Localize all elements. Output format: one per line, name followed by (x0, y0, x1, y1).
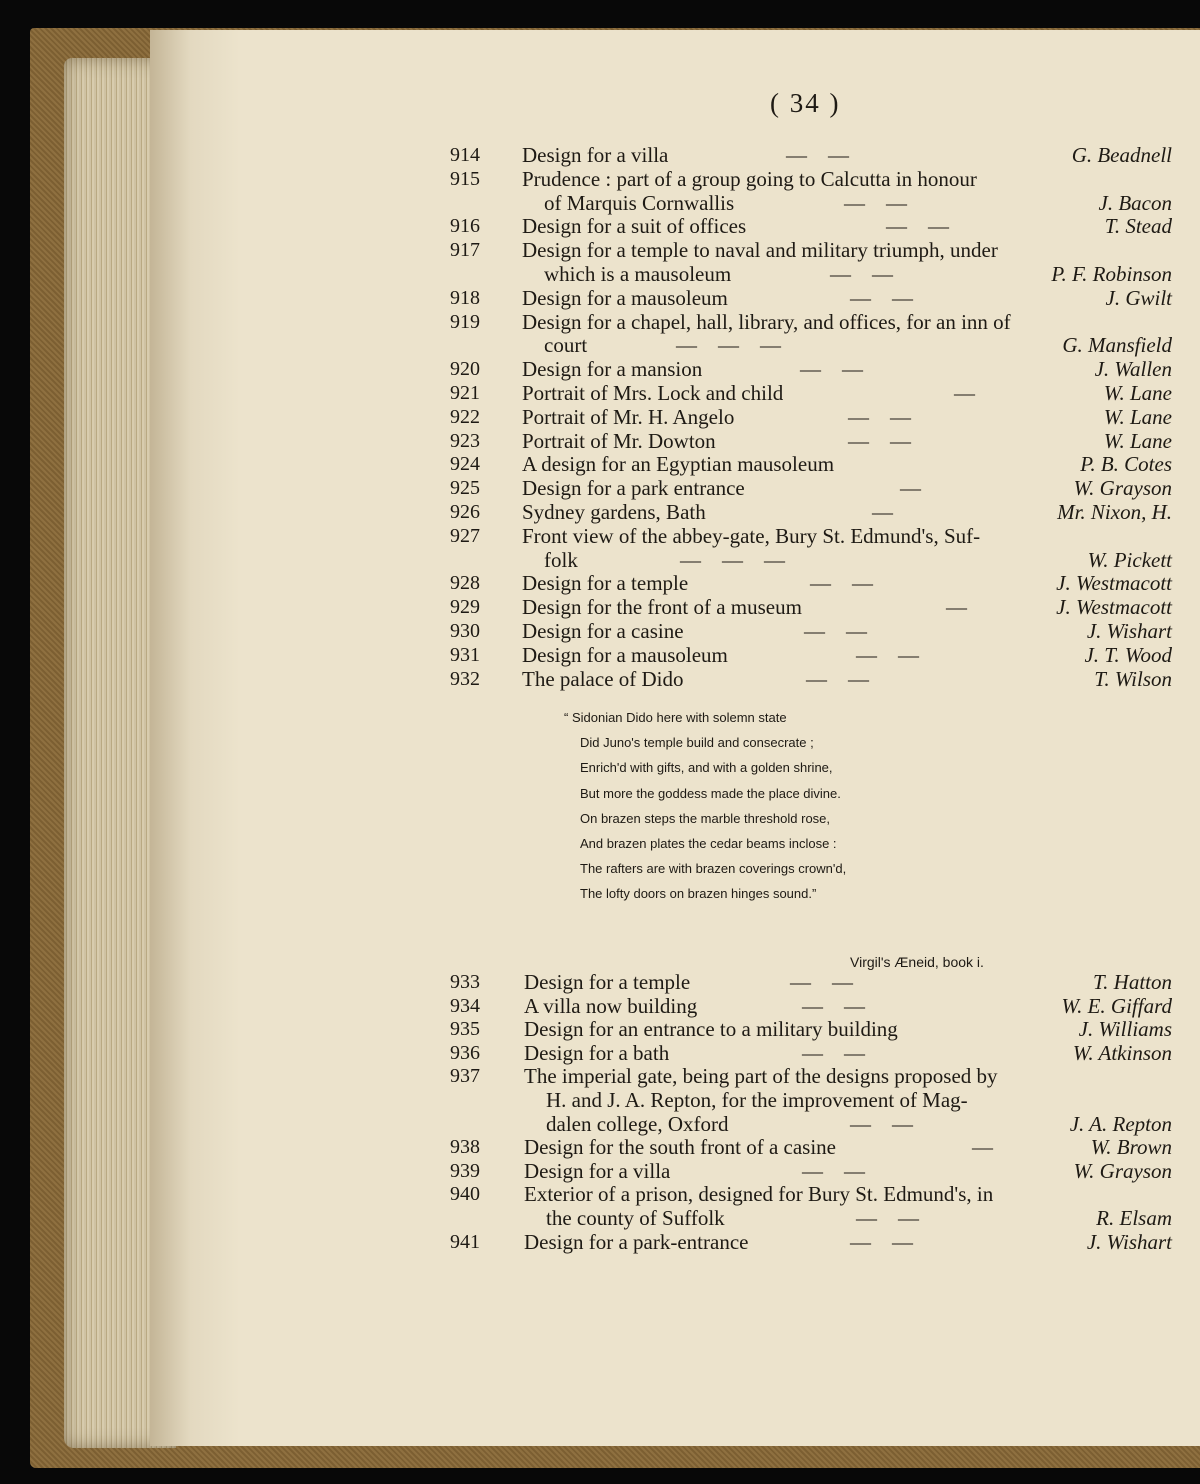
entry-title: Design for a villa (524, 1158, 671, 1183)
entry-title: the county of Suffolk (546, 1206, 725, 1230)
entry-title: of Marquis Cornwallis (544, 190, 735, 215)
catalogue-entry (150, 476, 1200, 500)
catalogue-entry (150, 643, 1200, 667)
entry-artist: P. B. Cotes (1080, 452, 1172, 477)
entry-title: which is a mausoleum (544, 262, 732, 286)
entry-artist: W. Atkinson (1072, 1040, 1172, 1065)
entry-title: Exterior of a prison, designed for Bury St. Edmund's, in (524, 1182, 994, 1207)
leader-dashes: — — (786, 143, 849, 167)
catalogue-entry (150, 238, 1200, 262)
catalogue-entry (150, 381, 1200, 405)
entry-title: Design for an entrance to a military building (524, 1017, 898, 1042)
entry-number: 927 (450, 524, 480, 547)
entry-title: The imperial gate, being part of the designs proposed by (524, 1064, 998, 1089)
entry-artist: Mr. Nixon, H. (1057, 500, 1172, 524)
entry-title: Design for a casine (522, 619, 684, 643)
entry-title: Design for a suit of offices (522, 214, 747, 239)
entry-artist: G. Beadnell (1071, 143, 1172, 167)
entry-number: 934 (450, 994, 480, 1017)
entry-artist: T. Hatton (1093, 970, 1172, 994)
entry-title: Design for a bath (524, 1040, 670, 1065)
entry-title: H. and J. A. Repton, for the improvement of Mag- (546, 1088, 968, 1112)
catalogue-entry (150, 452, 1200, 476)
entry-artist: W. Lane (1103, 404, 1172, 429)
catalogue-entry (150, 1041, 1200, 1065)
leader-dashes: — — (844, 190, 907, 215)
entry-artist: P. F. Robinson (1051, 262, 1172, 286)
catalogue-entry (150, 1088, 1200, 1112)
leader-dashes: — (872, 500, 893, 524)
quote-line: Enrich'd with gifts, and with a golden shrine, (580, 760, 833, 776)
catalogue-entry (150, 357, 1200, 381)
entry-artist: T. Stead (1104, 214, 1172, 239)
entry-number: 917 (450, 239, 480, 262)
catalogue-entry (150, 167, 1200, 191)
catalogue-entry (150, 1017, 1200, 1041)
entry-number: 924 (450, 453, 480, 476)
catalogue-entry (150, 619, 1200, 643)
entry-number: 938 (450, 1136, 480, 1159)
catalogue-entry (150, 1112, 1200, 1136)
entry-number: 918 (450, 286, 480, 309)
catalogue-entry (150, 500, 1200, 524)
catalogue-entry (150, 191, 1200, 215)
leader-dashes: — — (886, 214, 949, 239)
leader-dashes: — — — (676, 333, 781, 358)
leader-dashes: — (954, 381, 975, 405)
entry-artist: J. Bacon (1098, 190, 1172, 215)
entry-number: 932 (450, 667, 480, 690)
entry-title: Design for the south front of a casine (524, 1135, 836, 1160)
quote-line: But more the goddess made the place divine. (580, 785, 841, 801)
entry-number: 941 (450, 1230, 480, 1253)
page-number: ( 34 ) (770, 88, 841, 118)
catalogue-entry (150, 994, 1200, 1018)
catalogue-entry (150, 262, 1200, 286)
catalogue-entry (150, 524, 1200, 548)
leader-dashes: — — (802, 1040, 865, 1065)
entry-artist: W. Lane (1103, 428, 1172, 453)
catalogue-entry (150, 970, 1200, 994)
leader-dashes: — — (856, 642, 919, 667)
entry-number: 915 (450, 167, 480, 190)
quote-line: The rafters are with brazen coverings crown'd, (580, 861, 847, 877)
leader-dashes: — — (848, 428, 911, 453)
catalogue-entry (150, 1230, 1200, 1254)
entry-artist: J. A. Repton (1069, 1111, 1172, 1136)
quote-line: “ Sidonian Dido here with solemn state (564, 710, 787, 725)
entry-artist: J. Williams (1078, 1017, 1172, 1042)
quote-line: Did Juno's temple build and consecrate ; (580, 735, 814, 751)
catalogue-entry (150, 1182, 1200, 1206)
entry-number: 935 (450, 1018, 480, 1041)
entry-artist: W. E. Giffard (1061, 993, 1172, 1018)
entry-number: 923 (450, 429, 480, 452)
leader-dashes: — — (804, 619, 867, 643)
catalogue-entry (150, 1206, 1200, 1230)
entry-artist: J. Westmacott (1056, 595, 1172, 620)
entry-title: Portrait of Mr. Dowton (522, 428, 716, 453)
entry-number: 926 (450, 501, 480, 523)
leader-dashes: — — (830, 262, 893, 286)
catalogue-entry (150, 1135, 1200, 1159)
entry-number: 929 (450, 596, 480, 619)
catalogue-entry (150, 286, 1200, 310)
leader-dashes: — — — (680, 547, 785, 572)
leader-dashes: — — (850, 1229, 913, 1254)
entry-title: Portrait of Mr. H. Angelo (522, 404, 735, 429)
leader-dashes: — (946, 595, 967, 620)
catalogue-entry (150, 333, 1200, 357)
leader-dashes: — — (802, 993, 865, 1018)
entry-title: folk (544, 547, 578, 572)
entry-title: Design for a park entrance (522, 476, 745, 501)
entry-artist: W. Brown (1090, 1135, 1172, 1160)
entry-title: Design for a chapel, hall, library, and offices, for an inn of (522, 309, 1011, 334)
catalogue-entry (150, 667, 1200, 691)
entry-number: 920 (450, 358, 480, 381)
entry-title: A villa now building (524, 993, 698, 1018)
entry-title: Sydney gardens, Bath (522, 500, 706, 524)
catalogue-page (150, 30, 1200, 1446)
catalogue-entry (150, 548, 1200, 572)
entry-number: 916 (450, 215, 480, 238)
leader-dashes: — — (850, 285, 913, 310)
entry-number: 921 (450, 382, 480, 404)
leader-dashes: — (972, 1135, 993, 1160)
entry-number: 933 (450, 971, 480, 993)
catalogue-entry (150, 143, 1200, 167)
catalogue-entry (150, 405, 1200, 429)
entry-number: 930 (450, 620, 480, 642)
entry-artist: J. Wishart (1086, 1229, 1172, 1254)
entry-title: Design for a park-entrance (524, 1229, 749, 1254)
entry-artist: J. T. Wood (1084, 642, 1172, 667)
entry-artist: W. Pickett (1087, 547, 1172, 572)
entry-title: Design for a villa (522, 143, 669, 167)
quote-line: And brazen plates the cedar beams inclose : (580, 836, 837, 851)
leader-dashes: — — (802, 1158, 865, 1183)
entry-number: 939 (450, 1159, 480, 1182)
entry-artist: W. Grayson (1073, 1158, 1172, 1183)
catalogue-entry (150, 595, 1200, 619)
entry-title: Design for a temple to naval and military triumph, under (522, 238, 998, 263)
entry-artist: T. Wilson (1094, 666, 1172, 691)
catalogue-entry (150, 1064, 1200, 1088)
entry-number: 931 (450, 643, 480, 666)
entry-title: Prudence : part of a group going to Calcutta in honour (522, 166, 977, 191)
entry-artist: J. Wallen (1094, 357, 1172, 382)
entry-title: Design for a temple (522, 571, 689, 596)
entry-title: Design for a temple (524, 970, 691, 994)
entry-title: Design for a mausoleum (522, 642, 728, 667)
entry-artist: J. Westmacott (1056, 571, 1172, 596)
entry-title: Design for a mausoleum (522, 285, 728, 310)
entry-title: dalen college, Oxford (546, 1111, 729, 1136)
entry-artist: J. Gwilt (1105, 285, 1172, 310)
entry-title: court (544, 333, 588, 358)
entry-title: A design for an Egyptian mausoleum (522, 452, 835, 477)
leader-dashes: — (900, 476, 921, 501)
leader-dashes: — — (806, 666, 869, 691)
entry-title: The palace of Dido (522, 666, 684, 691)
entry-artist: W. Grayson (1073, 476, 1172, 501)
entry-number: 919 (450, 310, 480, 333)
entry-title: Portrait of Mrs. Lock and child (522, 381, 784, 405)
entry-artist: G. Mansfield (1062, 333, 1172, 358)
catalogue-entry (150, 310, 1200, 334)
quote-attribution: Virgil's Æneid, book i. (850, 954, 984, 970)
leader-dashes: — — (790, 970, 853, 994)
entry-number: 937 (450, 1065, 480, 1088)
catalogue-entry (150, 429, 1200, 453)
entry-artist: J. Wishart (1086, 619, 1172, 643)
entry-number: 928 (450, 572, 480, 595)
leader-dashes: — — (810, 571, 873, 596)
leader-dashes: — — (850, 1111, 913, 1136)
leader-dashes: — — (856, 1206, 919, 1230)
entry-number: 936 (450, 1041, 480, 1064)
entry-number: 940 (450, 1183, 480, 1206)
catalogue-entry (150, 571, 1200, 595)
quote-line: On brazen steps the marble threshold rose, (580, 810, 831, 826)
leader-dashes: — — (800, 357, 863, 382)
leader-dashes: — — (848, 404, 911, 429)
entry-title: Design for the front of a museum (522, 595, 802, 620)
catalogue-entry (150, 214, 1200, 238)
quote-line: The lofty doors on brazen hinges sound.” (580, 886, 817, 902)
entry-title: Design for a mansion (522, 357, 703, 382)
entry-title: Front view of the abbey-gate, Bury St. Edmund's, Suf- (522, 523, 981, 548)
catalogue-entry (150, 1159, 1200, 1183)
entry-number: 914 (450, 144, 480, 166)
entry-artist: R. Elsam (1096, 1206, 1172, 1230)
entry-artist: W. Lane (1103, 381, 1172, 405)
entry-number: 925 (450, 477, 480, 500)
entry-number: 922 (450, 405, 480, 428)
